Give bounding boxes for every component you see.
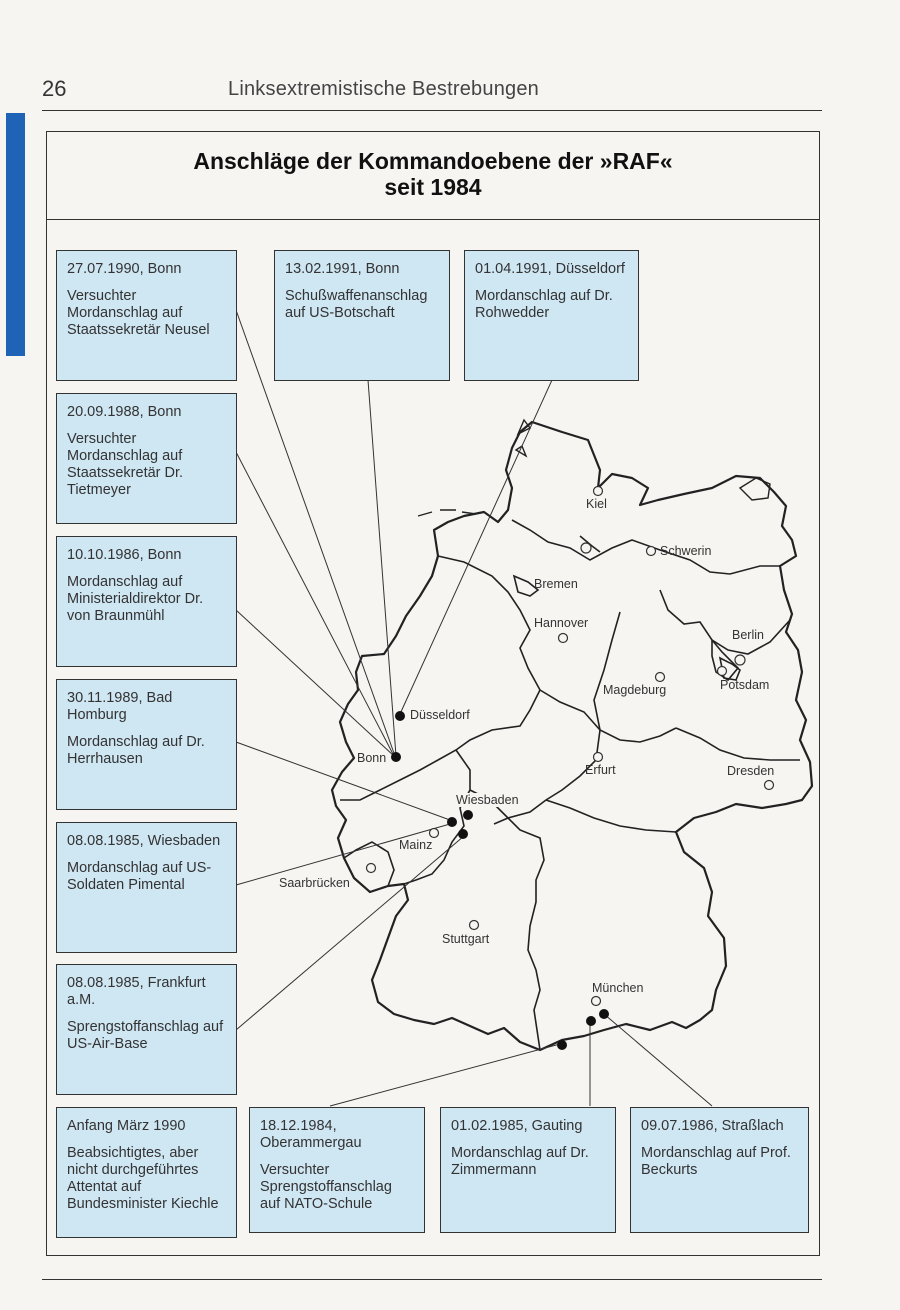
- attack-dot-oberammergau: [557, 1040, 567, 1050]
- event-box-e4: [56, 393, 237, 524]
- city-label-kiel: Kiel: [586, 497, 607, 511]
- event-box-e6: [56, 679, 237, 810]
- figure-title-line1: Anschläge der Kommandoebene der »RAF«: [193, 148, 673, 174]
- event-box-e2: [274, 250, 450, 381]
- germany-outline: [332, 422, 812, 1050]
- connector-e5: [236, 610, 394, 756]
- event-text: Versuchter Mordanschlag auf Staatssekretär Neusel: [67, 288, 210, 338]
- connector-e8: [236, 836, 464, 1030]
- capital-ring-stuttgart: [470, 921, 479, 930]
- event-text: Mordanschlag auf Dr. Zimmermann: [451, 1145, 589, 1178]
- event-text: Beabsichtigtes, aber nicht durchgeführtes Attentat auf Bundesminister Kiechle: [67, 1145, 219, 1212]
- connector-e2: [368, 380, 396, 756]
- capital-ring-berlin: [735, 655, 745, 665]
- connector-e10: [330, 1044, 560, 1106]
- connector-e4: [236, 452, 394, 756]
- capital-ring-muenchen: [592, 997, 601, 1006]
- city-label-hannover: Hannover: [534, 616, 589, 630]
- capital-ring-hamburg: [581, 543, 591, 553]
- event-box-e7: [56, 822, 237, 953]
- city-label-stuttgart: Stuttgart: [442, 932, 490, 946]
- capital-ring-magdeburg: [656, 673, 665, 682]
- page-number: 26: [42, 76, 67, 101]
- event-box-e8: [56, 964, 237, 1095]
- city-label-wiesbaden: Wiesbaden: [456, 793, 519, 807]
- capital-ring-schwerin: [647, 547, 656, 556]
- event-header: 08.08.1985, Wiesbaden: [67, 833, 221, 849]
- capital-ring-hannover: [559, 634, 568, 643]
- event-header: 30.11.1989, Bad Homburg: [67, 690, 173, 723]
- state-borders: [340, 520, 800, 1050]
- event-box-e1: [56, 250, 237, 381]
- event-header: 08.08.1985, Frankfurt a.M.: [67, 975, 206, 1008]
- attack-dot-duesseldorf: [395, 711, 405, 721]
- city-label-berlin: Berlin: [732, 628, 764, 642]
- capital-ring-kiel: [594, 487, 603, 496]
- event-box-e9: [56, 1107, 237, 1238]
- connector-e3: [400, 380, 552, 714]
- capital-ring-saarbruecken: [367, 864, 376, 873]
- event-text: Versuchter Sprengstoffanschlag auf NATO-Schule: [260, 1162, 392, 1212]
- event-header: 18.12.1984, Oberammergau: [260, 1118, 362, 1151]
- event-text: Schußwaffenanschlag auf US-Botschaft: [285, 288, 428, 321]
- event-header: 10.10.1986, Bonn: [67, 547, 182, 563]
- capital-ring-erfurt: [594, 753, 603, 762]
- attack-dot-bad-homburg: [447, 817, 457, 827]
- city-label-saarbruecken: Saarbrücken: [279, 876, 350, 890]
- event-box-e3: [464, 250, 639, 381]
- city-label-schwerin: Schwerin: [660, 544, 712, 558]
- attack-dot-frankfurt: [458, 829, 468, 839]
- event-text: Sprengstoffanschlag auf US-Air-Base: [67, 1019, 224, 1052]
- event-text: Mordanschlag auf Dr. Rohwedder: [475, 288, 613, 321]
- event-text: Versuchter Mordanschlag auf Staatssekretär Dr. Tietmeyer: [67, 431, 184, 498]
- event-header: 01.02.1985, Gauting: [451, 1118, 583, 1134]
- city-label-duesseldorf: Düsseldorf: [410, 708, 470, 722]
- attack-dot-wiesbaden: [463, 810, 473, 820]
- capital-ring-mainz: [430, 829, 439, 838]
- event-header: 27.07.1990, Bonn: [67, 261, 182, 277]
- city-label-dresden: Dresden: [727, 764, 775, 778]
- event-text: Mordanschlag auf US-Soldaten Pimental: [67, 860, 212, 893]
- event-header: Anfang März 1990: [67, 1118, 186, 1134]
- event-text: Mordanschlag auf Prof. Beckurts: [641, 1145, 791, 1178]
- capital-ring-dresden: [765, 781, 774, 790]
- city-label-erfurt: Erfurt: [585, 763, 616, 777]
- connector-e6: [236, 742, 450, 820]
- attack-markers: [391, 711, 609, 1050]
- event-header: 20.09.1988, Bonn: [67, 404, 182, 420]
- capital-ring-potsdam: [718, 667, 727, 676]
- event-header: 09.07.1986, Straßlach: [641, 1118, 784, 1134]
- city-label-magdeburg: Magdeburg: [603, 683, 667, 697]
- city-label-muenchen: München: [592, 981, 644, 995]
- city-label-bremen: Bremen: [534, 577, 578, 591]
- attack-dot-gauting: [586, 1016, 596, 1026]
- city-label-bonn: Bonn: [357, 751, 387, 765]
- event-header: 01.04.1991, Düsseldorf: [475, 261, 625, 277]
- attack-dot-strasslach: [599, 1009, 609, 1019]
- city-label-potsdam: Potsdam: [720, 678, 770, 692]
- event-header: 13.02.1991, Bonn: [285, 261, 400, 277]
- event-text: Mordanschlag auf Dr. Herrhausen: [67, 734, 205, 767]
- attack-dot-bonn: [391, 752, 401, 762]
- footer-rule: [42, 1279, 822, 1280]
- event-box-e5: [56, 536, 237, 667]
- event-box-e12: [630, 1107, 809, 1233]
- figure-title-line2: seit 1984: [384, 174, 482, 200]
- event-text: Mordanschlag auf Ministerialdirektor Dr. von Braunmühl: [67, 574, 204, 624]
- city-label-mainz: Mainz: [399, 838, 433, 852]
- event-box-e11: [440, 1107, 616, 1233]
- event-box-e10: [249, 1107, 425, 1233]
- running-head: Linksextremistische Bestrebungen: [228, 78, 539, 100]
